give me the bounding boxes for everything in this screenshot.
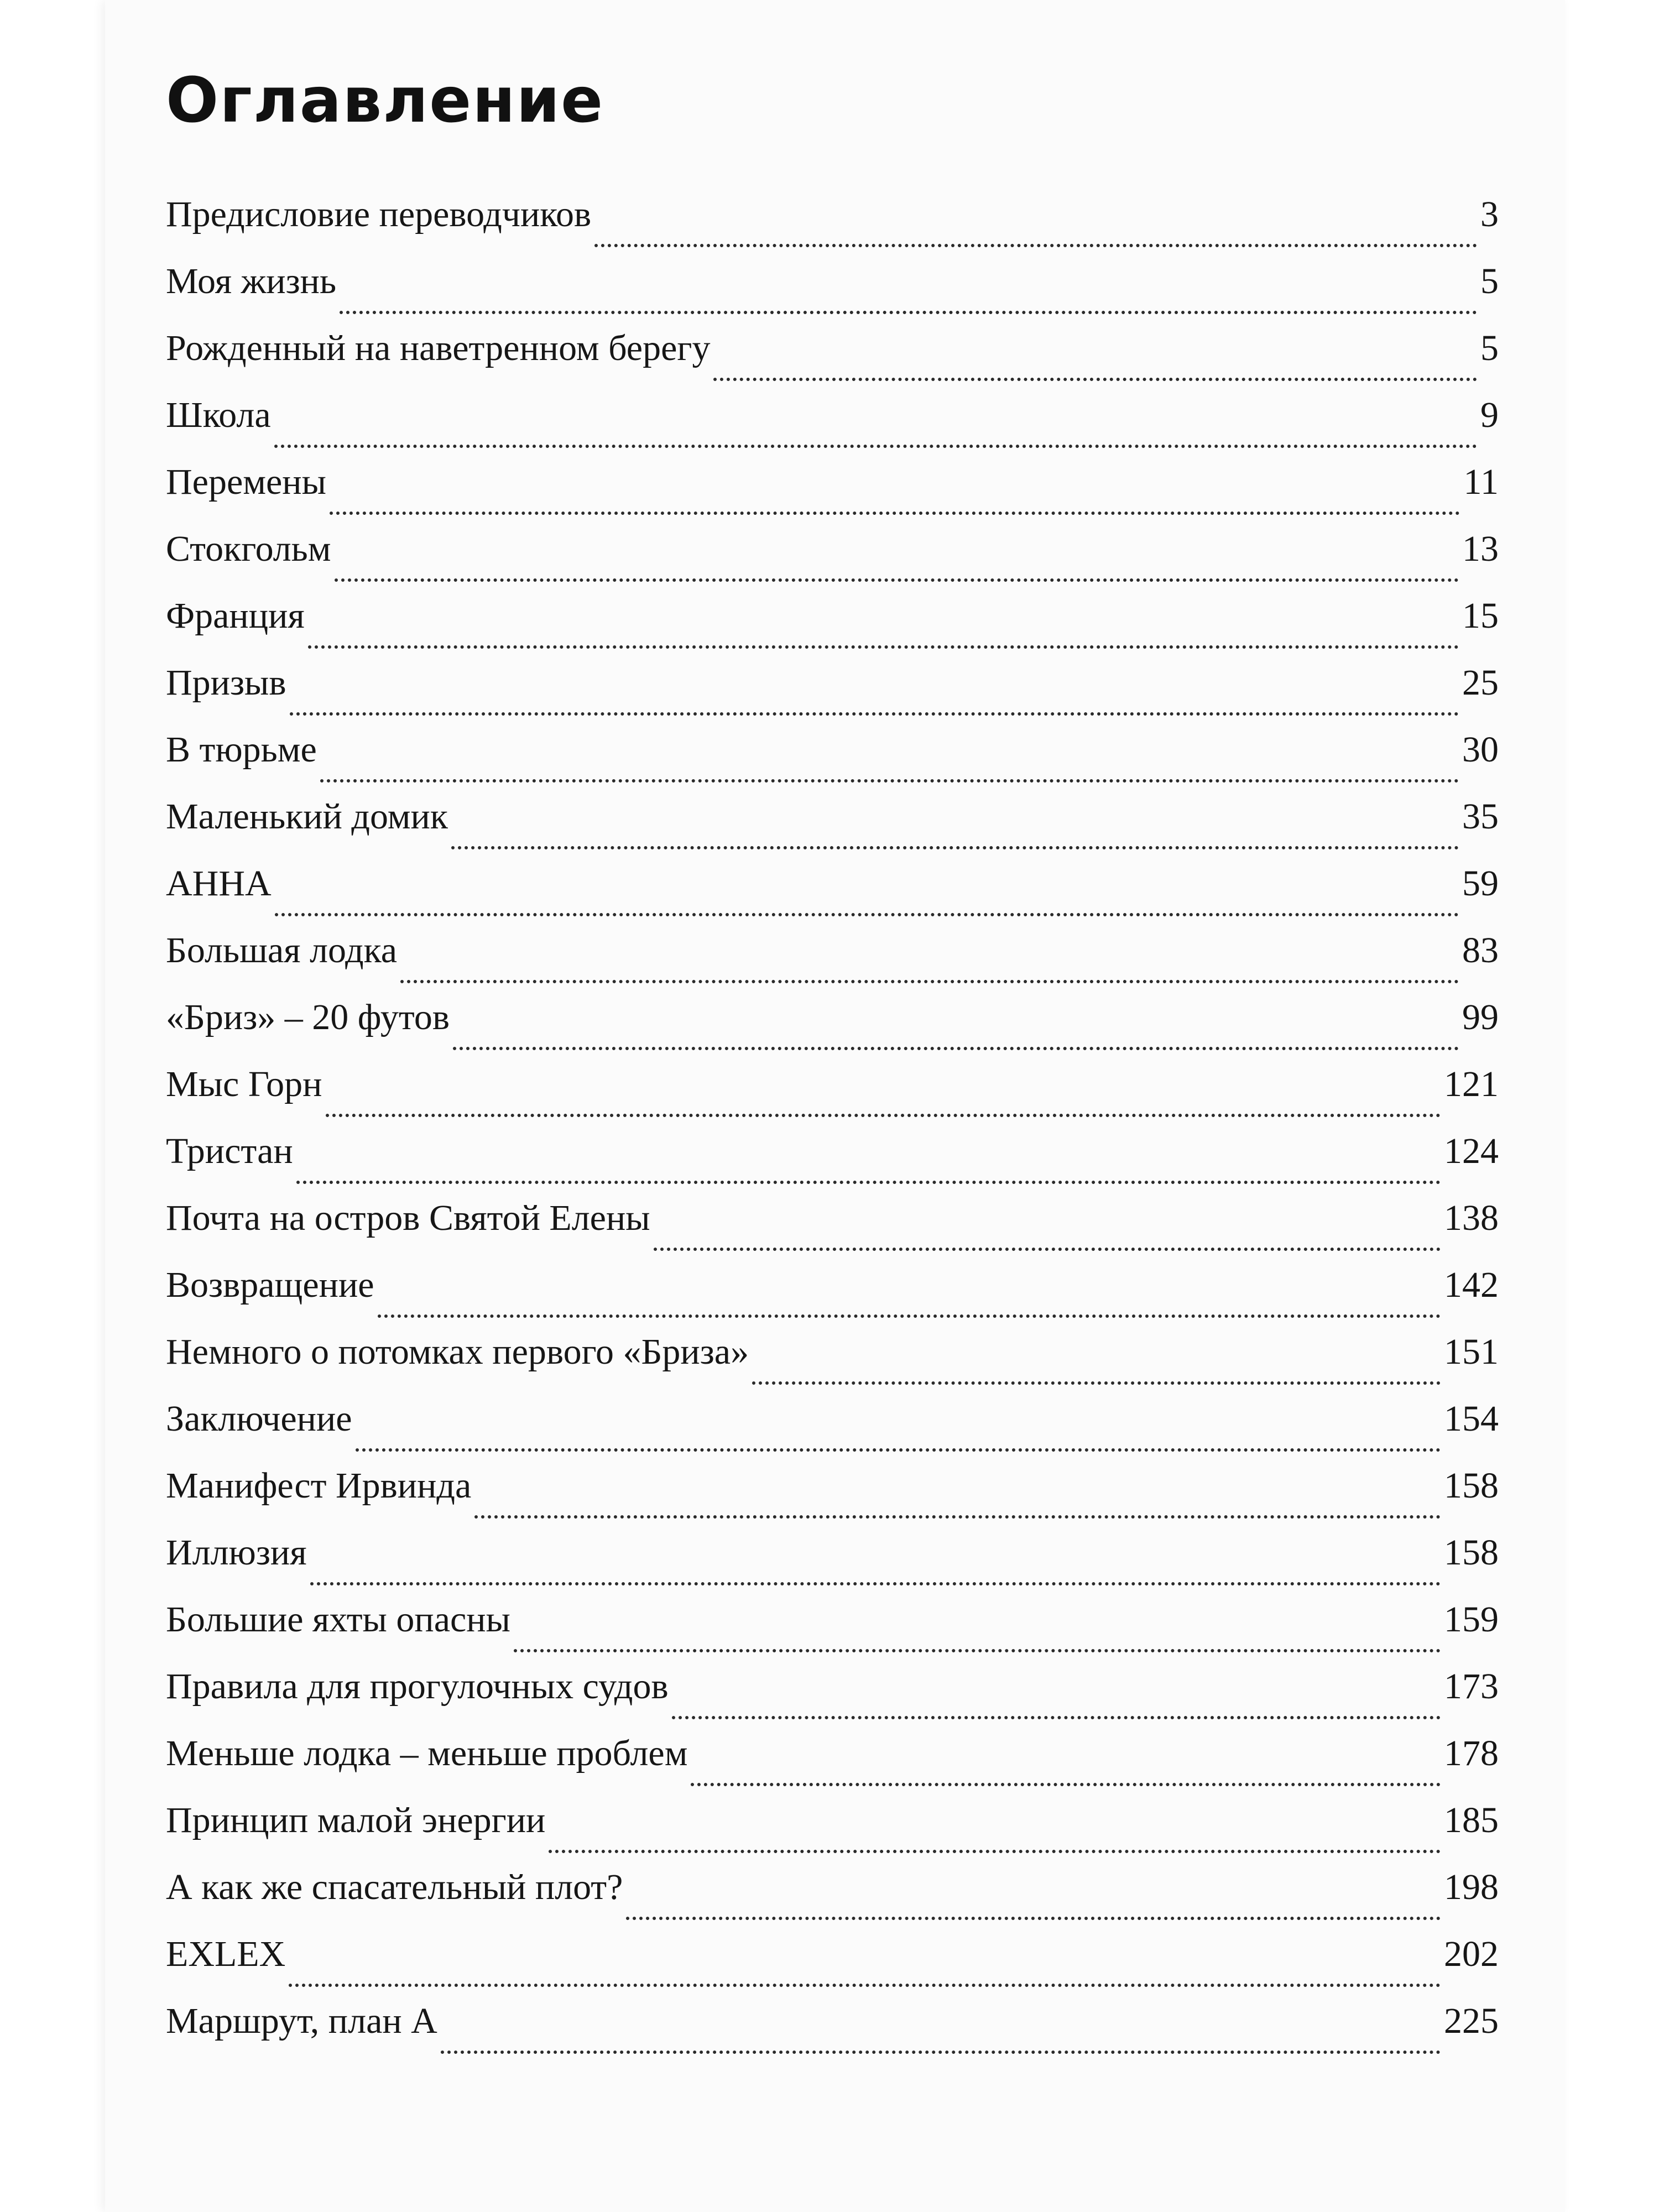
dot-leader (330, 512, 1460, 515)
toc-page-number: 225 (1444, 2001, 1499, 2041)
dot-leader (713, 378, 1477, 381)
toc-page-number: 13 (1462, 529, 1499, 569)
dot-leader (654, 1248, 1441, 1251)
dot-leader (335, 578, 1459, 582)
toc-entry (166, 930, 1499, 997)
toc-entry (166, 461, 1499, 528)
toc-entry (166, 1933, 1499, 2000)
dot-leader (296, 1181, 1441, 1184)
toc-entry-title: «Бриз» – 20 футов (166, 997, 450, 1037)
toc-page-number: 99 (1462, 997, 1499, 1037)
toc-entry-title: Меньше лодка – меньше проблем (166, 1733, 688, 1773)
toc-entry-title: Большие яхты опасны (166, 1599, 510, 1640)
toc-page-number: 159 (1444, 1599, 1499, 1640)
toc-entry (166, 729, 1499, 796)
toc-entry (166, 194, 1499, 260)
toc-entry-title: Манифест Ирвинда (166, 1465, 472, 1506)
toc-entry-title: Почта на остров Святой Елены (166, 1198, 650, 1238)
toc-entry (166, 1264, 1499, 1331)
toc-entry (166, 1398, 1499, 1465)
dot-leader (308, 645, 1459, 649)
dot-leader (290, 712, 1459, 716)
toc-entry (166, 1866, 1499, 1933)
toc-entry-title: Призыв (166, 662, 286, 703)
toc-entry-title: Принцип малой энергии (166, 1800, 546, 1840)
toc-entry (166, 327, 1499, 394)
toc-entry (166, 528, 1499, 595)
toc-entry (166, 1532, 1499, 1599)
dot-leader (752, 1381, 1441, 1385)
toc-page-number: 185 (1444, 1800, 1499, 1840)
toc-entry (166, 1599, 1499, 1666)
toc-page-number: 9 (1480, 395, 1499, 435)
toc-entry-title: Школа (166, 395, 271, 435)
table-of-contents (166, 194, 1499, 2067)
toc-page-number: 83 (1462, 930, 1499, 971)
toc-page-number: 3 (1480, 194, 1499, 234)
toc-entry-title: Маршрут, план А (166, 2001, 437, 2041)
toc-entry-title: А как же спасательный плот? (166, 1867, 623, 1907)
toc-entry-title: АННА (166, 863, 272, 904)
toc-entry-title: Предисловие переводчиков (166, 194, 592, 234)
toc-page-number: 121 (1444, 1064, 1499, 1104)
toc-entry (166, 863, 1499, 930)
dot-leader (594, 244, 1477, 247)
dot-leader (626, 1917, 1441, 1920)
toc-entry (166, 2000, 1499, 2067)
toc-page-number: 198 (1444, 1867, 1499, 1907)
toc-page-number: 173 (1444, 1666, 1499, 1707)
dot-leader (289, 1984, 1441, 1987)
toc-entry (166, 1063, 1499, 1130)
toc-entry-title: Перемены (166, 462, 326, 502)
dot-leader (356, 1448, 1441, 1452)
toc-page-number: 154 (1444, 1399, 1499, 1439)
dot-leader (310, 1582, 1441, 1585)
page-title: Оглавление (166, 65, 604, 137)
toc-page-number: 138 (1444, 1198, 1499, 1238)
toc-entry-title: Маленький домик (166, 796, 448, 837)
toc-entry (166, 260, 1499, 327)
toc-entry (166, 1197, 1499, 1264)
toc-entry (166, 1130, 1499, 1197)
toc-entry-title: Заключение (166, 1399, 352, 1439)
toc-entry-title: Мыс Горн (166, 1064, 322, 1104)
toc-page-number: 178 (1444, 1733, 1499, 1773)
dot-leader (378, 1314, 1441, 1318)
toc-entry (166, 1331, 1499, 1398)
toc-page-number: 151 (1444, 1332, 1499, 1372)
toc-entry (166, 1799, 1499, 1866)
toc-page-number: 35 (1462, 796, 1499, 837)
dot-leader (691, 1783, 1441, 1786)
toc-entry-title: Правила для прогулочных судов (166, 1666, 669, 1707)
dot-leader (451, 846, 1459, 849)
toc-page-number: 158 (1444, 1465, 1499, 1506)
dot-leader (549, 1850, 1441, 1853)
toc-entry (166, 997, 1499, 1063)
toc-page-number: 5 (1480, 328, 1499, 368)
toc-page-number: 142 (1444, 1265, 1499, 1305)
toc-entry (166, 1465, 1499, 1532)
toc-entry-title: Тристан (166, 1131, 293, 1171)
dot-leader (474, 1515, 1441, 1519)
toc-page-number: 59 (1462, 863, 1499, 904)
dot-leader (326, 1114, 1441, 1117)
toc-entry-title: Иллюзия (166, 1532, 307, 1573)
toc-entry-title: Франция (166, 596, 305, 636)
toc-entry-title: EXLEX (166, 1934, 286, 1974)
toc-entry (166, 1733, 1499, 1799)
dot-leader (441, 2051, 1441, 2054)
toc-entry-title: В тюрьме (166, 729, 317, 770)
dot-leader (340, 311, 1477, 314)
toc-entry (166, 394, 1499, 461)
toc-page-number: 30 (1462, 729, 1499, 770)
toc-entry (166, 796, 1499, 863)
dot-leader (320, 779, 1459, 782)
toc-entry-title: Немного о потомках первого «Бриза» (166, 1332, 749, 1372)
dot-leader (275, 913, 1459, 916)
toc-entry-title: Стокгольм (166, 529, 331, 569)
toc-entry-title: Большая лодка (166, 930, 398, 971)
toc-entry-title: Моя жизнь (166, 261, 337, 301)
toc-page-number: 25 (1462, 662, 1499, 703)
toc-entry (166, 595, 1499, 662)
toc-entry (166, 1666, 1499, 1733)
toc-page-number: 11 (1463, 462, 1499, 502)
toc-page-number: 158 (1444, 1532, 1499, 1573)
dot-leader (274, 445, 1477, 448)
toc-entry-title: Возвращение (166, 1265, 374, 1305)
toc-page-number: 124 (1444, 1131, 1499, 1171)
toc-page-number: 202 (1444, 1934, 1499, 1974)
toc-page-number: 5 (1480, 261, 1499, 301)
toc-page-number: 15 (1462, 596, 1499, 636)
dot-leader (514, 1649, 1441, 1652)
toc-entry-title: Рожденный на наветренном берегу (166, 328, 711, 368)
dot-leader (453, 1047, 1459, 1050)
dot-leader (672, 1716, 1441, 1719)
toc-entry (166, 662, 1499, 729)
dot-leader (400, 980, 1459, 983)
